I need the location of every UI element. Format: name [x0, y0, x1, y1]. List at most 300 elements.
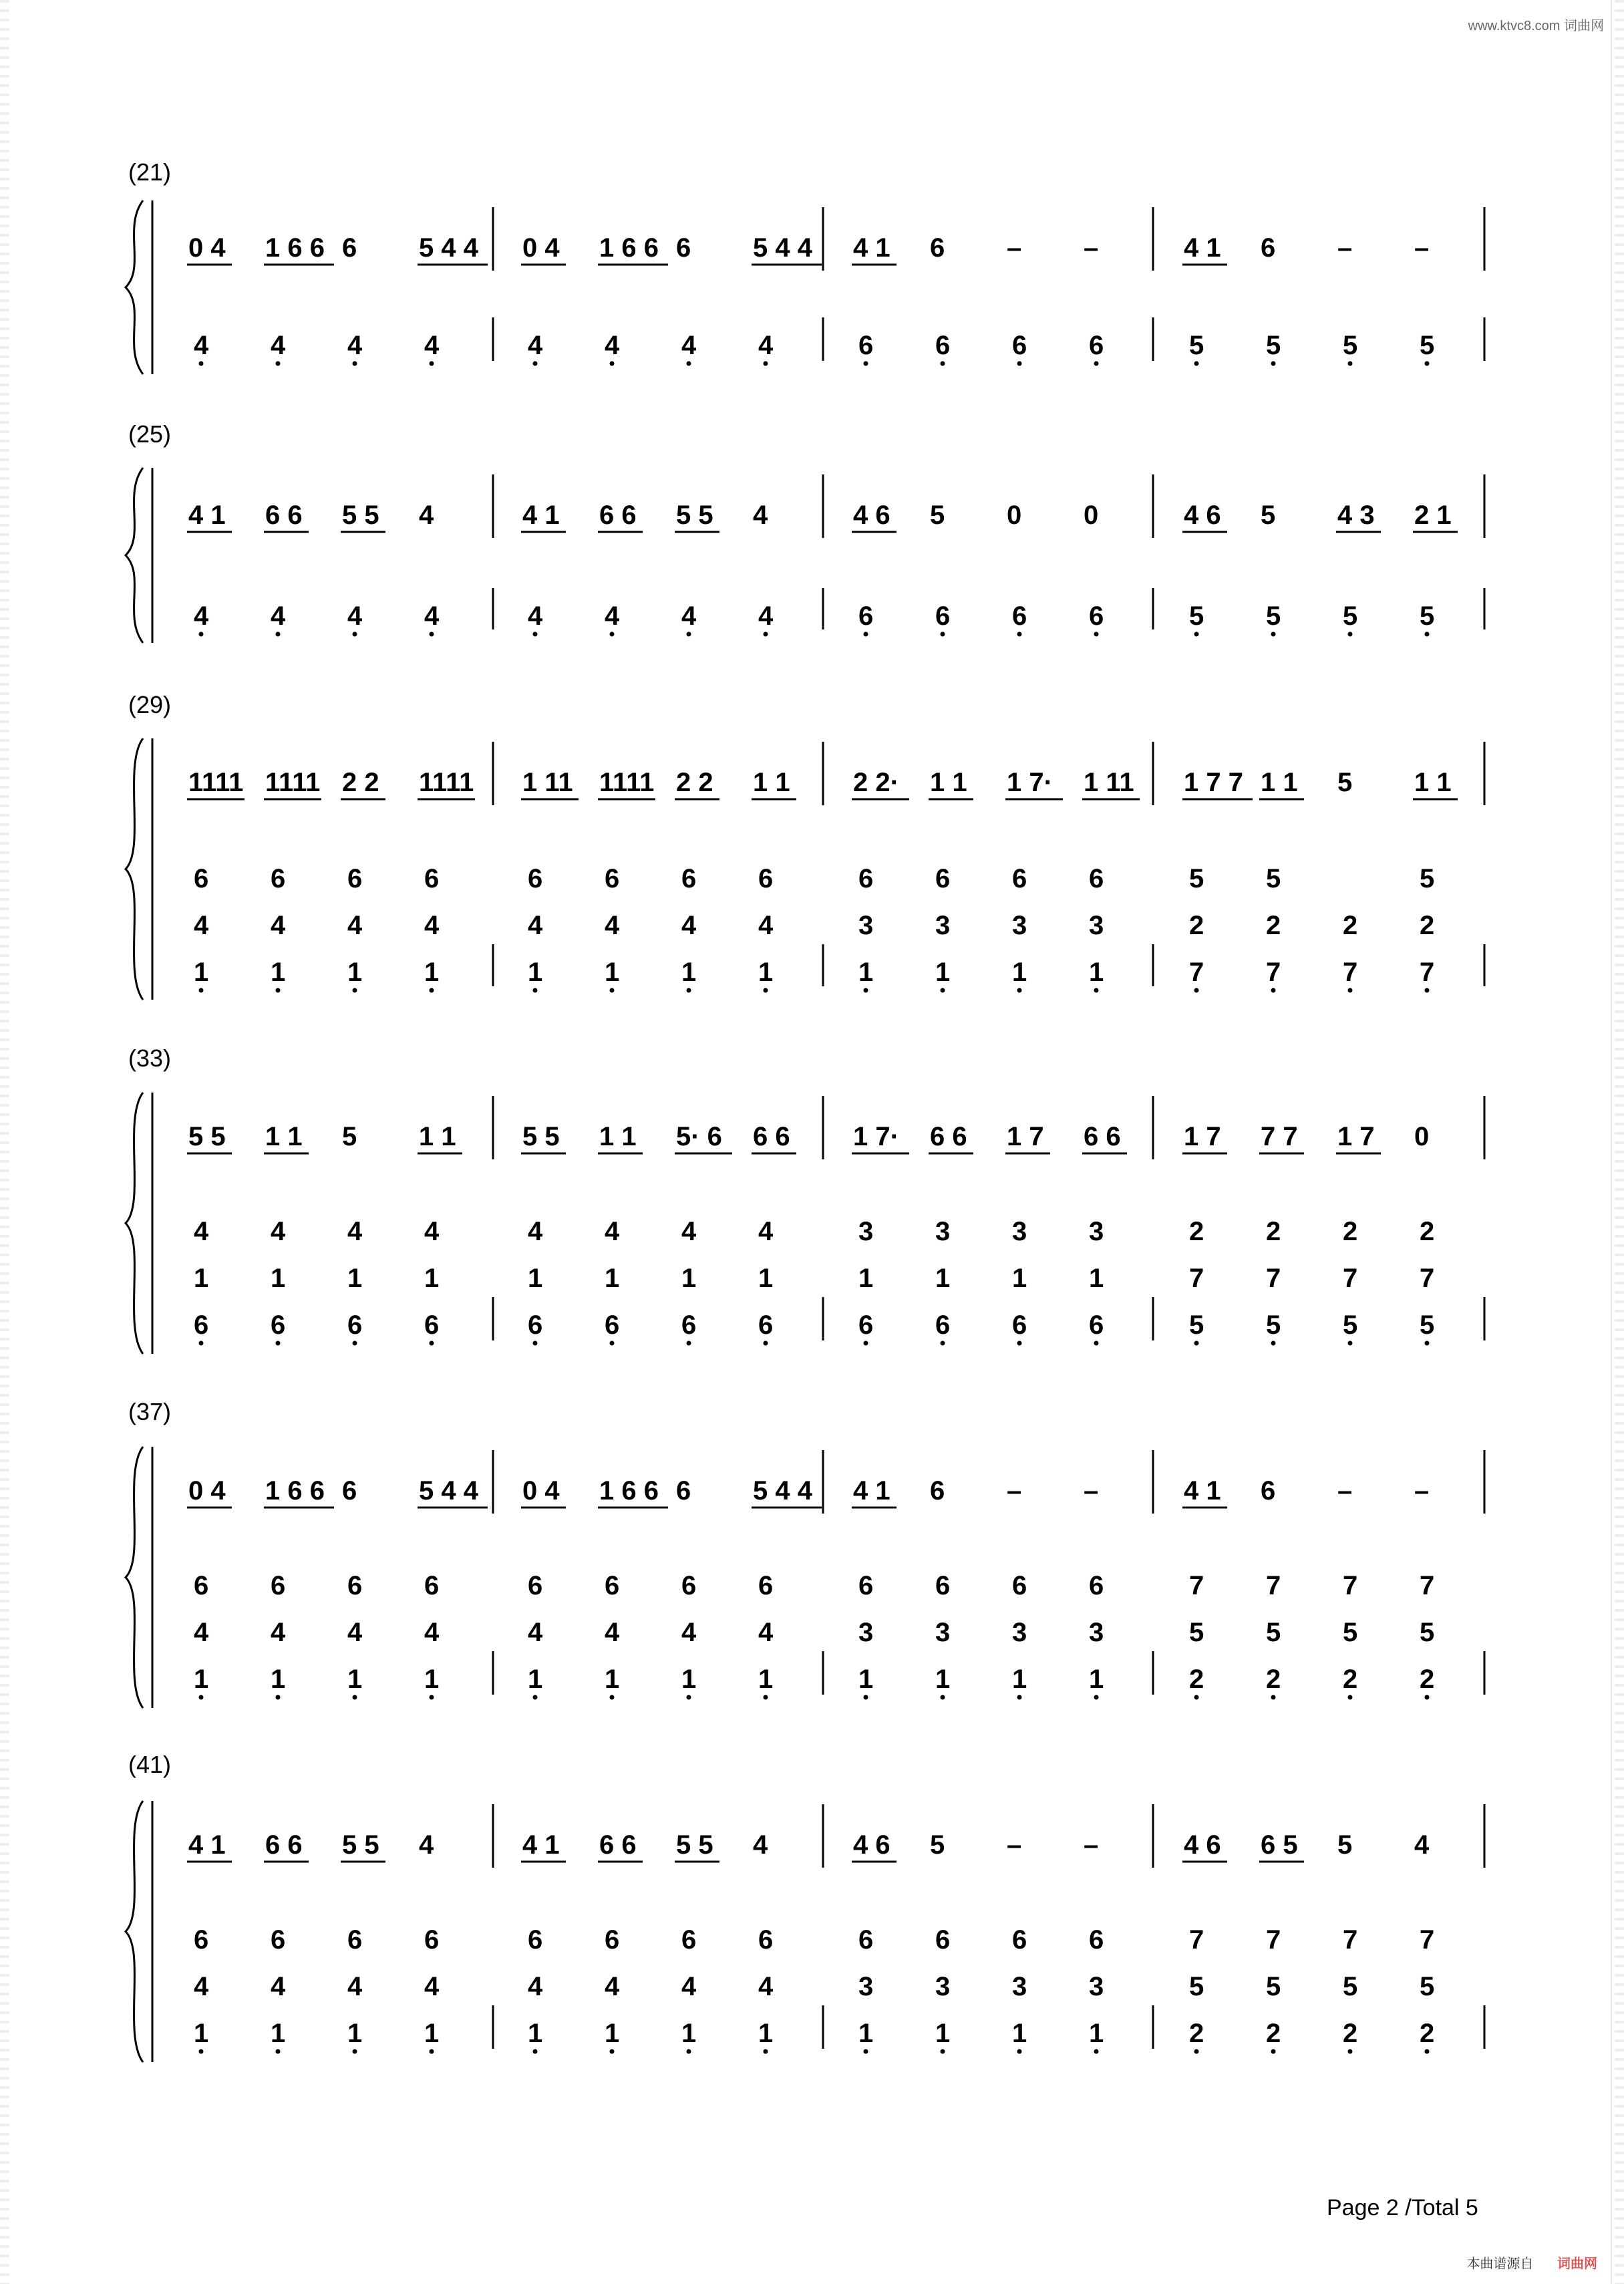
chord-note: 6 — [935, 1310, 951, 1340]
chord-note: 5 — [1420, 1972, 1435, 2001]
octave-dot — [1425, 1695, 1430, 1700]
chord-note: 6 — [681, 1925, 697, 1955]
octave-dot — [430, 1695, 434, 1700]
octave-dot — [1194, 988, 1199, 993]
octave-dot — [1348, 1341, 1353, 1346]
bass-note: 6 — [1012, 601, 1027, 631]
bass-note: 5 — [1189, 331, 1204, 360]
chord-note: 4 — [605, 1972, 620, 2001]
melody-note: 4 6 — [1184, 501, 1221, 530]
octave-dot — [1094, 632, 1099, 637]
chord-note: 1 — [194, 2019, 209, 2048]
melody-note: 4 6 — [853, 1830, 890, 1860]
chord-note: 1 — [681, 1665, 697, 1694]
bass-note: 4 — [194, 331, 209, 360]
chord-note: 5 — [1343, 1618, 1358, 1647]
octave-dot — [1017, 632, 1022, 637]
melody-note: 1 6 6 — [265, 233, 325, 263]
octave-dot — [276, 632, 281, 637]
octave-dot — [1348, 362, 1353, 366]
chord-note: 4 — [681, 1972, 697, 2001]
measure-number-41: (41) — [128, 1751, 172, 1778]
chord-note: 1 — [271, 1665, 286, 1694]
chord-note: 4 — [528, 911, 543, 940]
melody-note: 1 7 — [1337, 1122, 1375, 1151]
chord-note: 6 — [935, 1925, 951, 1955]
octave-dot — [764, 362, 768, 366]
chord-note: 5 — [1189, 864, 1204, 893]
chord-note: 6 — [858, 1925, 874, 1955]
melody-note: 6 — [676, 1476, 691, 1506]
chord-note: 1 — [528, 958, 543, 987]
melody-note: 6 6 — [599, 501, 637, 530]
octave-dot — [941, 1341, 945, 1346]
melody-note: 4 1 — [853, 233, 890, 263]
chord-note: 6 — [194, 1925, 209, 1955]
footer-brand: 词曲网 — [1557, 2257, 1597, 2271]
chord-note: 4 — [271, 1217, 286, 1246]
chord-note: 3 — [1012, 1972, 1027, 2001]
chord-note: 4 — [605, 1217, 620, 1246]
chord-note: 1 — [858, 1665, 874, 1694]
melody-note: 1 1 — [1414, 768, 1452, 797]
chord-note: 5 — [1266, 864, 1281, 893]
chord-note: 6 — [858, 864, 874, 893]
chord-note: 6 — [424, 864, 440, 893]
octave-dot — [764, 632, 768, 637]
bass-note: 4 — [681, 331, 697, 360]
chord-note: 1 — [194, 1264, 209, 1293]
bass-note: 4 — [758, 601, 774, 631]
chord-note: 2 — [1420, 2019, 1435, 2048]
chord-note: 1 — [758, 958, 774, 987]
chord-note: 1 — [605, 1264, 620, 1293]
octave-dot — [1425, 1341, 1430, 1346]
octave-dot — [430, 632, 434, 637]
bass-note: 4 — [528, 331, 543, 360]
octave-dot — [1194, 1695, 1199, 1700]
measure-number-37: (37) — [128, 1398, 172, 1425]
melody-note: 1111 — [419, 768, 474, 797]
octave-dot — [1271, 1695, 1276, 1700]
chord-note: 6 — [1089, 1925, 1104, 1955]
chord-note: 6 — [1089, 864, 1104, 893]
system-brace — [126, 468, 143, 643]
chord-note: 3 — [1012, 1217, 1027, 1246]
bass-note: 5 — [1189, 601, 1204, 631]
chord-note: 3 — [935, 1618, 951, 1647]
bass-note: 4 — [424, 331, 440, 360]
chord-note: 4 — [681, 1217, 697, 1246]
melody-note: 0 — [1414, 1122, 1430, 1151]
chord-note: 4 — [347, 1618, 363, 1647]
melody-note: 5 4 4 — [419, 1476, 478, 1506]
chord-note: 4 — [528, 1618, 543, 1647]
octave-dot — [533, 988, 538, 993]
chord-note: 4 — [681, 911, 697, 940]
melody-note: 5· 6 — [676, 1122, 722, 1151]
chord-note: 5 — [1189, 1618, 1204, 1647]
melody-note: 1 1 — [930, 768, 967, 797]
chord-note: 6 — [528, 1925, 543, 1955]
footer-source — [1466, 2253, 1597, 2272]
octave-dot — [610, 2049, 615, 2054]
page-number: Page 2 /Total 5 — [1327, 2195, 1478, 2221]
chord-note: 1 — [681, 2019, 697, 2048]
melody-note: 6 6 — [265, 1830, 303, 1860]
chord-note: 2 — [1343, 1217, 1358, 1246]
octave-dot — [864, 632, 868, 637]
octave-dot — [276, 988, 281, 993]
melody-note: 4 1 — [1184, 1476, 1221, 1506]
chord-note: 2 — [1189, 911, 1204, 940]
chord-note: 5 — [1266, 1972, 1281, 2001]
melody-note: – — [1084, 1830, 1099, 1860]
chord-note: 6 — [758, 864, 774, 893]
chord-note: 6 — [194, 1571, 209, 1600]
melody-note: 1111 — [188, 768, 244, 797]
chord-note: 1 — [347, 1665, 363, 1694]
chord-note: 4 — [271, 1972, 286, 2001]
chord-note: 6 — [935, 864, 951, 893]
melody-note: 2 2 — [676, 768, 713, 797]
chord-note: 6 — [681, 864, 697, 893]
melody-note: 6 6 — [265, 501, 303, 530]
bass-note: 4 — [528, 601, 543, 631]
chord-note: 1 — [935, 1264, 951, 1293]
octave-dot — [353, 362, 357, 366]
bass-note: 5 — [1266, 601, 1281, 631]
octave-dot — [1348, 988, 1353, 993]
chord-note: 1 — [858, 1264, 874, 1293]
chord-note: 7 — [1343, 958, 1358, 987]
chord-note: 1 — [424, 1264, 440, 1293]
chord-note: 6 — [1089, 1571, 1104, 1600]
chord-note: 6 — [605, 864, 620, 893]
chord-note: 4 — [194, 911, 209, 940]
bass-note: 6 — [858, 331, 874, 360]
octave-dot — [1271, 1341, 1276, 1346]
octave-dot — [199, 362, 204, 366]
melody-note: 0 4 — [522, 1476, 560, 1506]
chord-note: 3 — [858, 911, 874, 940]
chord-note: 5 — [1343, 1310, 1358, 1340]
chord-note: 6 — [347, 1571, 363, 1600]
chord-note: 3 — [935, 1217, 951, 1246]
chord-note: 6 — [605, 1310, 620, 1340]
octave-dot — [610, 362, 615, 366]
melody-note: 5 5 — [342, 501, 379, 530]
octave-dot — [276, 2049, 281, 2054]
chord-note: 6 — [1012, 1310, 1027, 1340]
melody-note: – — [1007, 233, 1022, 263]
chord-note: 7 — [1420, 1264, 1435, 1293]
chord-note: 5 — [1189, 1972, 1204, 2001]
octave-dot — [430, 988, 434, 993]
chord-note: 6 — [528, 864, 543, 893]
chord-note: 3 — [1089, 1217, 1104, 1246]
octave-dot — [1017, 2049, 1022, 2054]
octave-dot — [941, 632, 945, 637]
chord-note: 1 — [681, 1264, 697, 1293]
measure-number-29: (29) — [128, 691, 172, 718]
octave-dot — [764, 1341, 768, 1346]
octave-dot — [1017, 1695, 1022, 1700]
octave-dot — [1425, 362, 1430, 366]
melody-note: 6 6 — [930, 1122, 967, 1151]
chord-note: 5 — [1266, 1310, 1281, 1340]
melody-note: 1 11 — [1084, 768, 1134, 797]
melody-note: 4 — [419, 1830, 434, 1860]
melody-note: 4 6 — [1184, 1830, 1221, 1860]
chord-note: 1 — [1012, 1665, 1027, 1694]
chord-note: 3 — [1012, 911, 1027, 940]
chord-note: 6 — [528, 1571, 543, 1600]
octave-dot — [276, 1341, 281, 1346]
octave-dot — [864, 362, 868, 366]
chord-note: 4 — [605, 1618, 620, 1647]
octave-dot — [610, 988, 615, 993]
chord-note: 4 — [605, 911, 620, 940]
chord-note: 7 — [1189, 958, 1204, 987]
melody-note: 2 2 — [342, 768, 379, 797]
chord-note: 4 — [681, 1618, 697, 1647]
melody-note: 1 6 6 — [599, 1476, 659, 1506]
melody-note: – — [1337, 233, 1353, 263]
octave-dot — [941, 1695, 945, 1700]
octave-dot — [199, 1341, 204, 1346]
octave-dot — [764, 2049, 768, 2054]
bass-note: 4 — [347, 601, 363, 631]
octave-dot — [430, 2049, 434, 2054]
melody-note: 6 — [676, 233, 691, 263]
octave-dot — [864, 1341, 868, 1346]
octave-dot — [353, 1341, 357, 1346]
melody-note: 5 — [1337, 1830, 1353, 1860]
chord-note: 3 — [858, 1972, 874, 2001]
octave-dot — [1017, 988, 1022, 993]
octave-dot — [610, 1695, 615, 1700]
octave-dot — [1271, 2049, 1276, 2054]
chord-note: 4 — [424, 911, 440, 940]
octave-dot — [199, 988, 204, 993]
measure-number-21: (21) — [128, 158, 172, 186]
chord-note: 6 — [935, 1571, 951, 1600]
chord-note: 1 — [935, 1665, 951, 1694]
octave-dot — [1348, 1695, 1353, 1700]
octave-dot — [864, 1695, 868, 1700]
chord-note: 2 — [1266, 911, 1281, 940]
octave-dot — [353, 632, 357, 637]
chord-note: 1 — [347, 958, 363, 987]
melody-note: 5 4 4 — [419, 233, 478, 263]
chord-note: 3 — [1089, 1618, 1104, 1647]
octave-dot — [610, 1341, 615, 1346]
melody-note: 4 — [419, 501, 434, 530]
chord-note: 2 — [1420, 911, 1435, 940]
chord-note: 3 — [1089, 911, 1104, 940]
chord-note: 1 — [271, 958, 286, 987]
chord-note: 4 — [424, 1618, 440, 1647]
octave-dot — [533, 632, 538, 637]
bass-note: 5 — [1266, 331, 1281, 360]
chord-note: 6 — [605, 1571, 620, 1600]
bass-note: 4 — [758, 331, 774, 360]
chord-note: 7 — [1189, 1571, 1204, 1600]
octave-dot — [610, 632, 615, 637]
chord-note: 6 — [271, 864, 286, 893]
chord-note: 5 — [1266, 1618, 1281, 1647]
melody-note: 7 7 — [1261, 1122, 1298, 1151]
octave-dot — [864, 988, 868, 993]
chord-note: 4 — [271, 1618, 286, 1647]
chord-note: 1 — [1012, 1264, 1027, 1293]
melody-note: 5 4 4 — [753, 1476, 812, 1506]
octave-dot — [1194, 1341, 1199, 1346]
melody-note: 1 6 6 — [599, 233, 659, 263]
chord-note: 4 — [194, 1618, 209, 1647]
chord-note: 1 — [528, 1665, 543, 1694]
octave-dot — [1017, 1341, 1022, 1346]
chord-note: 6 — [858, 1310, 874, 1340]
chord-note: 2 — [1189, 1665, 1204, 1694]
octave-dot — [1094, 362, 1099, 366]
octave-dot — [353, 2049, 357, 2054]
chord-note: 7 — [1266, 1264, 1281, 1293]
bass-note: 5 — [1343, 601, 1358, 631]
chord-note: 2 — [1343, 911, 1358, 940]
chord-note: 1 — [1089, 2019, 1104, 2048]
chord-note: 1 — [758, 2019, 774, 2048]
chord-note: 1 — [347, 2019, 363, 2048]
melody-note: 1 1 — [419, 1122, 456, 1151]
melody-note: 1 7· — [1007, 768, 1053, 797]
chord-note: 7 — [1420, 958, 1435, 987]
chord-note: 4 — [347, 1217, 363, 1246]
octave-dot — [687, 988, 691, 993]
octave-dot — [687, 2049, 691, 2054]
melody-note: 4 3 — [1337, 501, 1375, 530]
melody-note: 1111 — [599, 768, 655, 797]
chord-note: 6 — [194, 864, 209, 893]
octave-dot — [1194, 2049, 1199, 2054]
melody-note: 0 4 — [188, 233, 226, 263]
system-brace — [126, 1093, 143, 1354]
chord-note: 1 — [347, 1264, 363, 1293]
chord-note: 5 — [1343, 1972, 1358, 2001]
melody-note: 4 6 — [853, 501, 890, 530]
chord-note: 2 — [1189, 1217, 1204, 1246]
melody-note: 1111 — [265, 768, 321, 797]
octave-dot — [199, 2049, 204, 2054]
chord-note: 1 — [194, 1665, 209, 1694]
bass-note: 4 — [347, 331, 363, 360]
melody-note: 0 4 — [522, 233, 560, 263]
bass-note: 4 — [194, 601, 209, 631]
melody-note: 4 — [753, 1830, 768, 1860]
melody-note: 1 1 — [1261, 768, 1298, 797]
chord-note: 4 — [758, 1972, 774, 2001]
octave-dot — [864, 2049, 868, 2054]
chord-note: 2 — [1189, 2019, 1204, 2048]
octave-dot — [1094, 988, 1099, 993]
melody-note: – — [1007, 1830, 1022, 1860]
melody-note: 6 — [1261, 233, 1276, 263]
chord-note: 1 — [1089, 1264, 1104, 1293]
octave-dot — [1425, 988, 1430, 993]
chord-note: 3 — [935, 911, 951, 940]
chord-note: 4 — [528, 1217, 543, 1246]
octave-dot — [1425, 632, 1430, 637]
chord-note: 1 — [758, 1264, 774, 1293]
octave-dot — [687, 362, 691, 366]
melody-note: 5 5 — [342, 1830, 379, 1860]
melody-note: 4 1 — [1184, 233, 1221, 263]
system-brace — [126, 200, 143, 374]
octave-dot — [533, 2049, 538, 2054]
chord-note: 5 — [1420, 1618, 1435, 1647]
bass-note: 4 — [605, 601, 620, 631]
chord-note: 4 — [758, 911, 774, 940]
chord-note: 1 — [1012, 958, 1027, 987]
octave-dot — [430, 362, 434, 366]
bass-note: 5 — [1343, 331, 1358, 360]
chord-note: 1 — [424, 958, 440, 987]
chord-note: 4 — [528, 1972, 543, 2001]
octave-dot — [533, 362, 538, 366]
melody-note: 5 — [342, 1122, 357, 1151]
melody-note: 1 11 — [522, 768, 573, 797]
chord-note: 5 — [1189, 1310, 1204, 1340]
octave-dot — [533, 1695, 538, 1700]
melody-note: 6 5 — [1261, 1830, 1298, 1860]
bass-note: 6 — [935, 601, 951, 631]
melody-note: 2 1 — [1414, 501, 1452, 530]
chord-note: 6 — [271, 1310, 286, 1340]
bass-note: 6 — [1012, 331, 1027, 360]
melody-note: 5 — [1261, 501, 1276, 530]
melody-note: 4 1 — [853, 1476, 890, 1506]
melody-note: 2 2· — [853, 768, 899, 797]
chord-note: 1 — [858, 2019, 874, 2048]
chord-note: 3 — [858, 1618, 874, 1647]
chord-note: 2 — [1343, 2019, 1358, 2048]
system-brace — [126, 1801, 143, 2062]
chord-note: 1 — [605, 958, 620, 987]
chord-note: 6 — [1012, 1925, 1027, 1955]
chord-note: 6 — [271, 1571, 286, 1600]
chord-note: 1 — [605, 1665, 620, 1694]
octave-dot — [1271, 632, 1276, 637]
chord-note: 4 — [194, 1217, 209, 1246]
octave-dot — [1271, 362, 1276, 366]
melody-note: 4 — [753, 501, 768, 530]
chord-note: 6 — [194, 1310, 209, 1340]
octave-dot — [1194, 362, 1199, 366]
bass-note: 6 — [858, 601, 874, 631]
measure-number-25: (25) — [128, 420, 172, 448]
octave-dot — [941, 988, 945, 993]
octave-dot — [276, 362, 281, 366]
octave-dot — [430, 1341, 434, 1346]
bass-note: 6 — [935, 331, 951, 360]
chord-note: 6 — [347, 1310, 363, 1340]
chord-note: 3 — [1012, 1618, 1027, 1647]
melody-note: 4 1 — [522, 1830, 560, 1860]
chord-note: 6 — [858, 1571, 874, 1600]
chord-note: 4 — [194, 1972, 209, 2001]
melody-note: 1 1 — [265, 1122, 303, 1151]
